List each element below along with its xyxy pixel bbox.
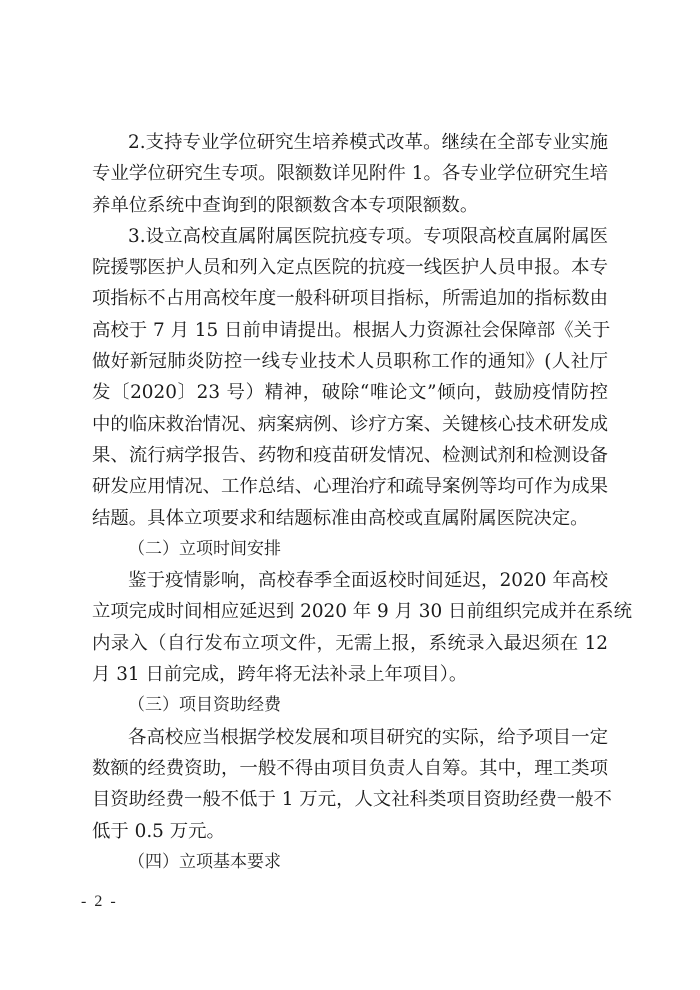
paragraph-line: 数额的经费资助，一般不得由项目负责人自筹。其中，理工类项 — [92, 757, 608, 779]
document-page — [92, 127, 632, 878]
paragraph-line: 做好新冠肺炎防控一线专业技术人员职称工作的通知》(人社厅 — [92, 351, 608, 373]
paragraph-line: 鉴于疫情影响，高校春季全面返校时间延迟，2020 年高校 — [128, 570, 608, 592]
paragraph-line: 各高校应当根据学校发展和项目研究的实际，给予项目一定 — [128, 726, 608, 748]
paragraph-line: 养单位系统中查询到的限额数含本专项限额数。 — [92, 194, 479, 216]
paragraph-line: 3.设立高校直属附属医院抗疫专项。专项限高校直属附属医 — [128, 225, 608, 247]
section-heading: （二）立项时间安排 — [128, 538, 281, 559]
section-heading: （四）立项基本要求 — [128, 851, 281, 872]
paragraph-line: 立项完成时间相应延迟到 2020 年 9 月 30 日前组织完成并在系统 — [92, 601, 632, 623]
paragraph-line: 专业学位研究生专项。限额数详见附件 1。各专业学位研究生培 — [92, 163, 608, 185]
paragraph-line: 月 31 日前完成，跨年将无法补录上年项目）。 — [92, 664, 468, 686]
page-number: - 2 - — [81, 893, 118, 910]
section-heading: （三）项目资助经费 — [128, 695, 281, 716]
paragraph-line: 内录入（自行发布立项文件，无需上报，系统录入最迟须在 12 — [92, 632, 608, 654]
paragraph-line: 项指标不占用高校年度一般科研项目指标，所需追加的指标数由 — [92, 288, 608, 310]
paragraph-line: 低于 0.5 万元。 — [92, 820, 225, 842]
paragraph-line: 果、流行病学报告、药物和疫苗研发情况、检测试剂和检测设备 — [92, 444, 608, 466]
paragraph-line: 发〔2020〕23 号）精神，破除“唯论文”倾向，鼓励疫情防控 — [92, 382, 608, 404]
paragraph-line: 院援鄂医护人员和列入定点医院的抗疫一线医护人员申报。本专 — [92, 257, 608, 279]
paragraph-line: 2.支持专业学位研究生培养模式改革。继续在全部专业实施 — [128, 132, 608, 153]
paragraph-line: 研发应用情况、工作总结、心理治疗和疏导案例等均可作为成果 — [92, 476, 608, 498]
paragraph-line: 高校于 7 月 15 日前申请提出。根据人力资源社会保障部《关于 — [92, 319, 611, 341]
paragraph-line: 结题。具体立项要求和结题标准由高校或直属附属医院决定。 — [92, 507, 589, 529]
paragraph-line: 目资助经费一般不低于 1 万元，人文社科类项目资助经费一般不 — [92, 789, 612, 811]
paragraph-line: 中的临床救治情况、病案病例、诊疗方案、关键核心技术研发成 — [92, 413, 608, 435]
